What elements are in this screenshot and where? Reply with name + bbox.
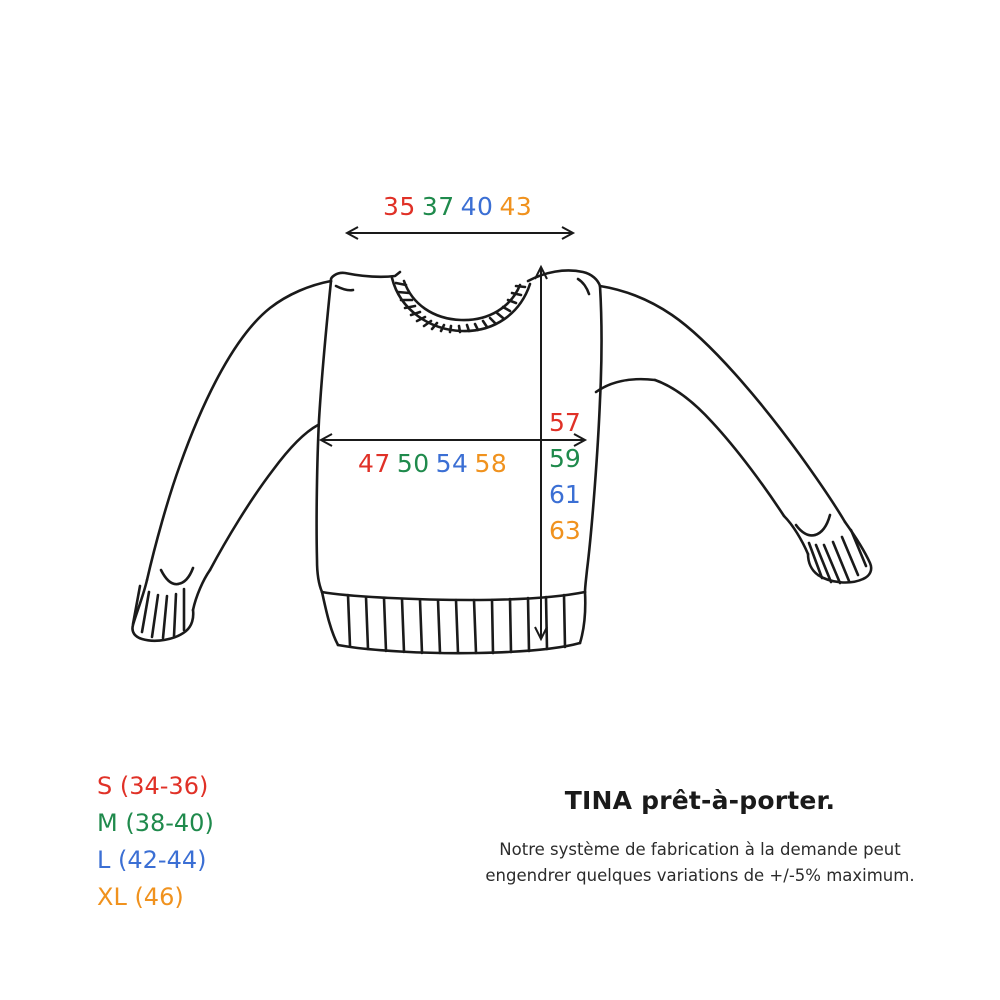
shoulder-width-l: 40 [460,192,494,221]
body-length-l: 61 [549,480,581,509]
chest-width-s: 47 [358,449,391,478]
brand-disclaimer: Notre système de fabrication à la demande peut engendrer quelques variations de +/-5% maximum. [485,840,915,885]
legend-item-l: L (42-44) [97,846,207,874]
chest-width-measurement [358,449,507,478]
body-length-measurement [549,405,581,549]
body-length-s: 57 [549,408,581,437]
chest-width-l: 54 [435,449,469,478]
legend-item-xl: XL (46) [97,883,184,911]
shoulder-width-measurement [383,192,532,221]
shoulder-width-m: 37 [421,192,455,221]
size-legend [97,768,214,916]
shoulder-width-s: 35 [383,192,416,221]
brand-block [470,786,930,889]
shoulder-width-xl: 43 [499,192,533,221]
body-length-xl: 63 [549,516,581,545]
legend-item-m: M (38-40) [97,809,214,837]
chest-width-m: 50 [396,449,430,478]
brand-title: TINA prêt-à-porter. [564,786,836,815]
body-length-m: 59 [549,444,581,473]
chest-width-xl: 58 [474,449,508,478]
legend-item-s: S (34-36) [97,772,209,800]
